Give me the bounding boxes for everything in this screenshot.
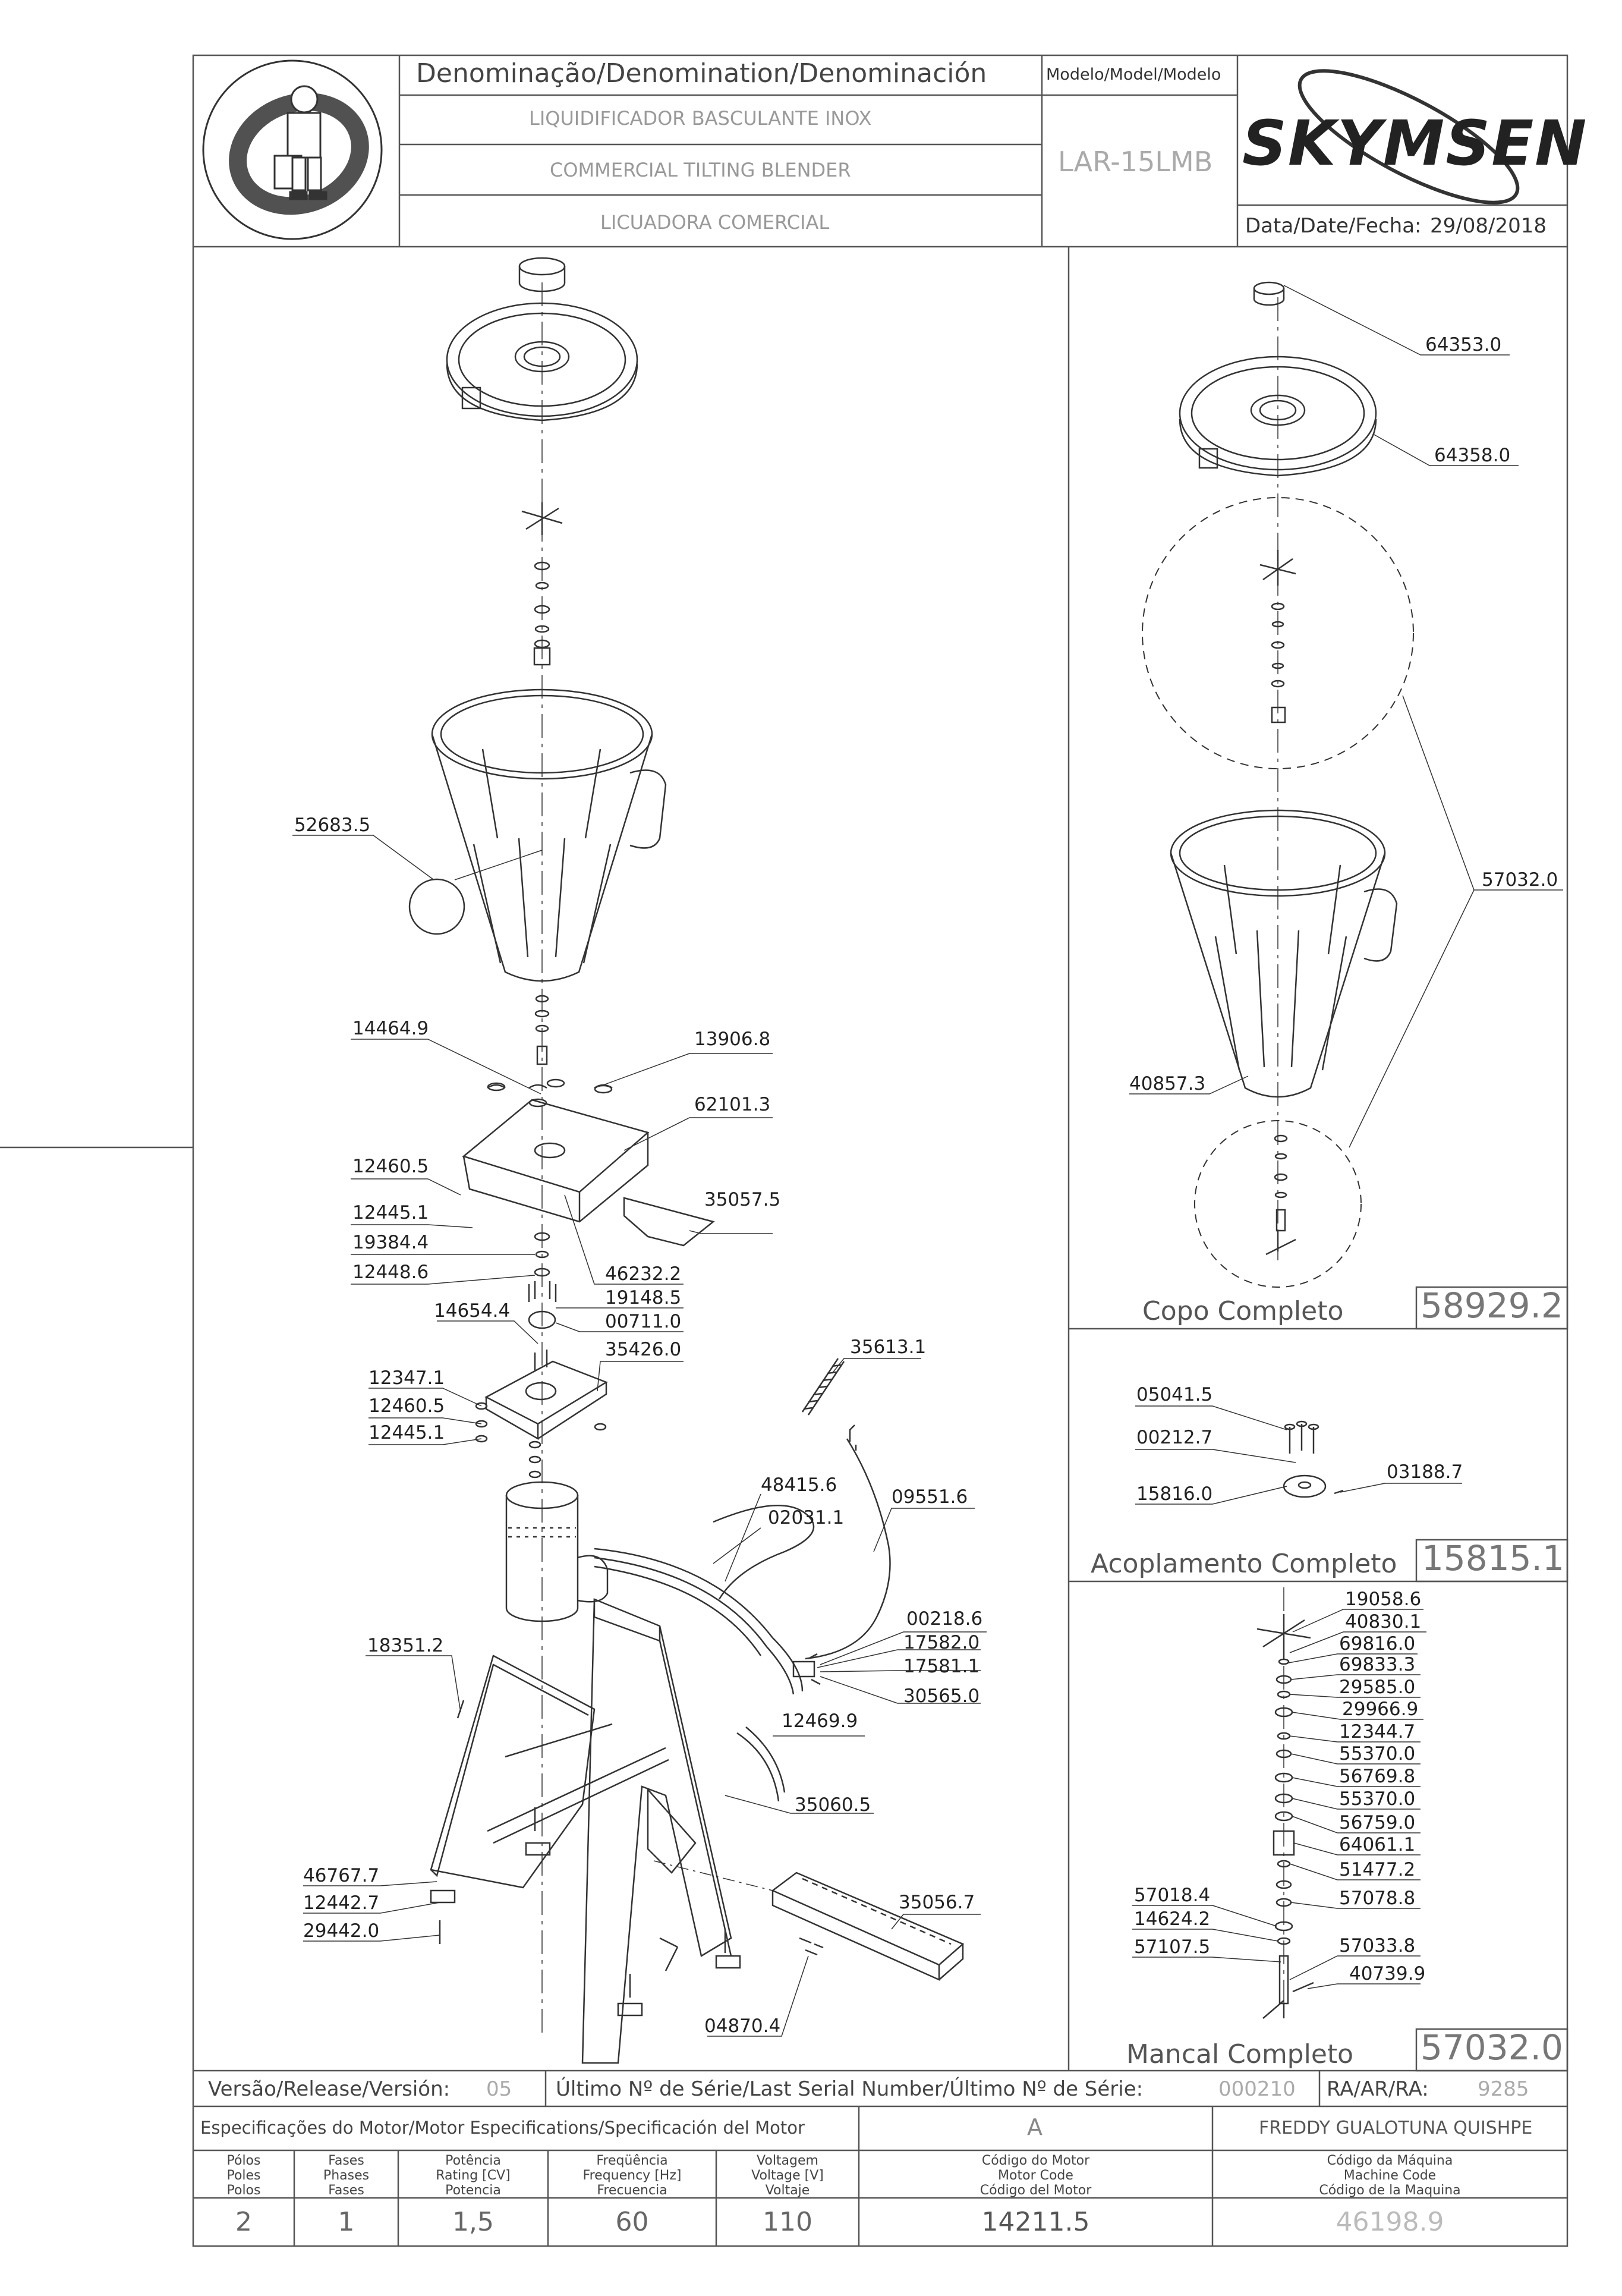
part-label: 12460.5: [352, 1156, 429, 1177]
part-label: 19058.6: [1345, 1589, 1422, 1610]
part-label: 05041.5: [1136, 1384, 1213, 1405]
part-label: 12347.1: [369, 1367, 445, 1389]
mancal-code: 57032.0: [1421, 2027, 1563, 2068]
part-label: 48415.6: [761, 1474, 837, 1496]
part-label: 30565.0: [903, 1685, 980, 1707]
part-label: 64358.0: [1434, 445, 1511, 466]
part-label: 14624.2: [1134, 1908, 1211, 1930]
part-label: 56769.8: [1339, 1766, 1416, 1787]
version-label: Versão/Release/Versión:: [208, 2077, 451, 2101]
spec-value-phases: 1: [338, 2207, 355, 2237]
part-label: 64353.0: [1425, 334, 1502, 356]
part-label: 51477.2: [1339, 1859, 1416, 1880]
part-label: 57033.8: [1339, 1935, 1416, 1957]
ra-value: 9285: [1478, 2077, 1529, 2101]
copo-code: 58929.2: [1421, 1285, 1563, 1326]
main-exploded-view: [410, 258, 963, 2063]
part-label: 57078.8: [1339, 1888, 1416, 1909]
part-label: 17581.1: [903, 1656, 980, 1677]
part-label: 00218.6: [906, 1608, 983, 1630]
part-label: 02031.1: [768, 1507, 845, 1528]
spec-value-voltage: 110: [763, 2207, 812, 2237]
part-label: 29442.0: [303, 1920, 380, 1942]
spec-col-phases: Fases Phases Fases: [323, 2153, 370, 2198]
part-label: 64061.1: [1339, 1834, 1416, 1855]
spec-value-machine-code: 46198.9: [1336, 2207, 1444, 2237]
person-name: FREDDY GUALOTUNA QUISHPE: [1259, 2118, 1533, 2138]
part-label: 09551.6: [892, 1486, 968, 1508]
part-label: 52683.5: [294, 814, 371, 836]
spec-value-frequency: 60: [615, 2207, 649, 2237]
part-label: 19148.5: [605, 1287, 682, 1309]
spec-value-poles: 2: [235, 2207, 252, 2237]
copo-title: Copo Completo: [1142, 1296, 1344, 1326]
part-label: 12445.1: [369, 1422, 445, 1443]
date-value: 29/08/2018: [1430, 214, 1547, 238]
part-label: 40830.1: [1345, 1611, 1422, 1633]
part-label: 35060.5: [795, 1794, 871, 1816]
part-label: 57032.0: [1482, 869, 1558, 891]
part-label: 40857.3: [1129, 1073, 1206, 1094]
model-value: LAR-15LMB: [1058, 146, 1213, 178]
spec-col-rating: Potência Rating [CV] Potencia: [436, 2153, 511, 2198]
authorized-service-seal: [203, 61, 382, 239]
name-es: LICUADORA COMERCIAL: [600, 211, 830, 234]
part-label: 29585.0: [1339, 1677, 1416, 1698]
part-label: 56759.0: [1339, 1812, 1416, 1833]
acoplamento-code: 15815.1: [1422, 1538, 1564, 1578]
part-label: 46232.2: [605, 1263, 682, 1285]
version-value: 05: [486, 2077, 512, 2101]
name-en: COMMERCIAL TILTING BLENDER: [550, 159, 851, 181]
part-label: 35056.7: [899, 1892, 975, 1913]
date-label: Data/Date/Fecha:: [1245, 214, 1422, 238]
part-label: 29966.9: [1342, 1699, 1419, 1720]
part-label: 03188.7: [1387, 1461, 1463, 1483]
brand-logo: SKYMSEN: [1242, 107, 1588, 180]
motor-letter: A: [1027, 2114, 1043, 2140]
part-label: 55370.0: [1339, 1788, 1416, 1810]
part-label: 17582.0: [903, 1632, 980, 1653]
part-label: 14654.4: [434, 1300, 511, 1322]
part-label: 12460.5: [369, 1395, 445, 1417]
spec-col-motor-code: Código do Motor Motor Code Código del Motor: [980, 2153, 1092, 2198]
name-pt: LIQUIDIFICADOR BASCULANTE INOX: [529, 107, 872, 130]
part-label: 57107.5: [1134, 1936, 1211, 1958]
mancal-title: Mancal Completo: [1126, 2039, 1354, 2069]
part-label: 35057.5: [704, 1189, 781, 1210]
part-label: 55370.0: [1339, 1743, 1416, 1765]
part-label: 00711.0: [605, 1311, 682, 1332]
ra-label: RA/AR/RA:: [1327, 2077, 1429, 2101]
part-label: 12448.6: [352, 1262, 429, 1283]
spec-value-motor-code: 14211.5: [981, 2207, 1090, 2237]
part-label: 46767.7: [303, 1865, 380, 1886]
part-label: 19384.4: [352, 1232, 429, 1253]
part-label: 69833.3: [1339, 1654, 1416, 1675]
part-label: 69816.0: [1339, 1633, 1416, 1655]
part-label: 15816.0: [1136, 1483, 1213, 1505]
serial-label: Último Nº de Série/Last Serial Number/Último Nº de Série:: [556, 2077, 1144, 2101]
part-label: 35613.1: [850, 1336, 927, 1358]
part-label: 40739.9: [1349, 1963, 1426, 1984]
part-label: 18351.2: [367, 1635, 444, 1656]
serial-value: 000210: [1218, 2077, 1296, 2101]
mancal-completo-view: [1257, 1587, 1314, 2018]
part-label: 62101.3: [694, 1094, 771, 1115]
part-label: 13906.8: [694, 1029, 771, 1050]
spec-col-poles: Pólos Poles Polos: [226, 2153, 261, 2198]
spec-col-frequency: Freqüência Frequency [Hz] Frecuencia: [582, 2153, 682, 2198]
part-label: 04870.4: [704, 2015, 781, 2037]
part-label: 35426.0: [605, 1339, 682, 1360]
motor-spec-label: Especificações do Motor/Motor Especifications/Specificación del Motor: [200, 2118, 805, 2138]
part-label: 12442.7: [303, 1892, 380, 1914]
spec-col-machine-code: Código da Máquina Machine Code Código de la Maquina: [1319, 2153, 1461, 2198]
part-label: 14464.9: [352, 1018, 429, 1039]
denomination-title: Denominação/Denomination/Denominación: [416, 58, 987, 89]
part-label: 12445.1: [352, 1202, 429, 1224]
part-label: 57018.4: [1134, 1885, 1211, 1906]
part-label: 00212.7: [1136, 1427, 1213, 1448]
part-label: 12344.7: [1339, 1721, 1416, 1743]
acoplamento-completo-view: [1284, 1421, 1343, 1497]
acoplamento-title: Acoplamento Completo: [1091, 1549, 1397, 1579]
copo-leader-lines: [1129, 285, 1563, 1147]
spec-value-rating: 1,5: [452, 2207, 494, 2237]
spec-col-voltage: Voltagem Voltage [V] Voltaje: [751, 2153, 824, 2198]
copo-completo-view: [1142, 282, 1413, 1287]
part-label: 12469.9: [782, 1710, 858, 1732]
model-title: Modelo/Model/Modelo: [1046, 65, 1221, 84]
